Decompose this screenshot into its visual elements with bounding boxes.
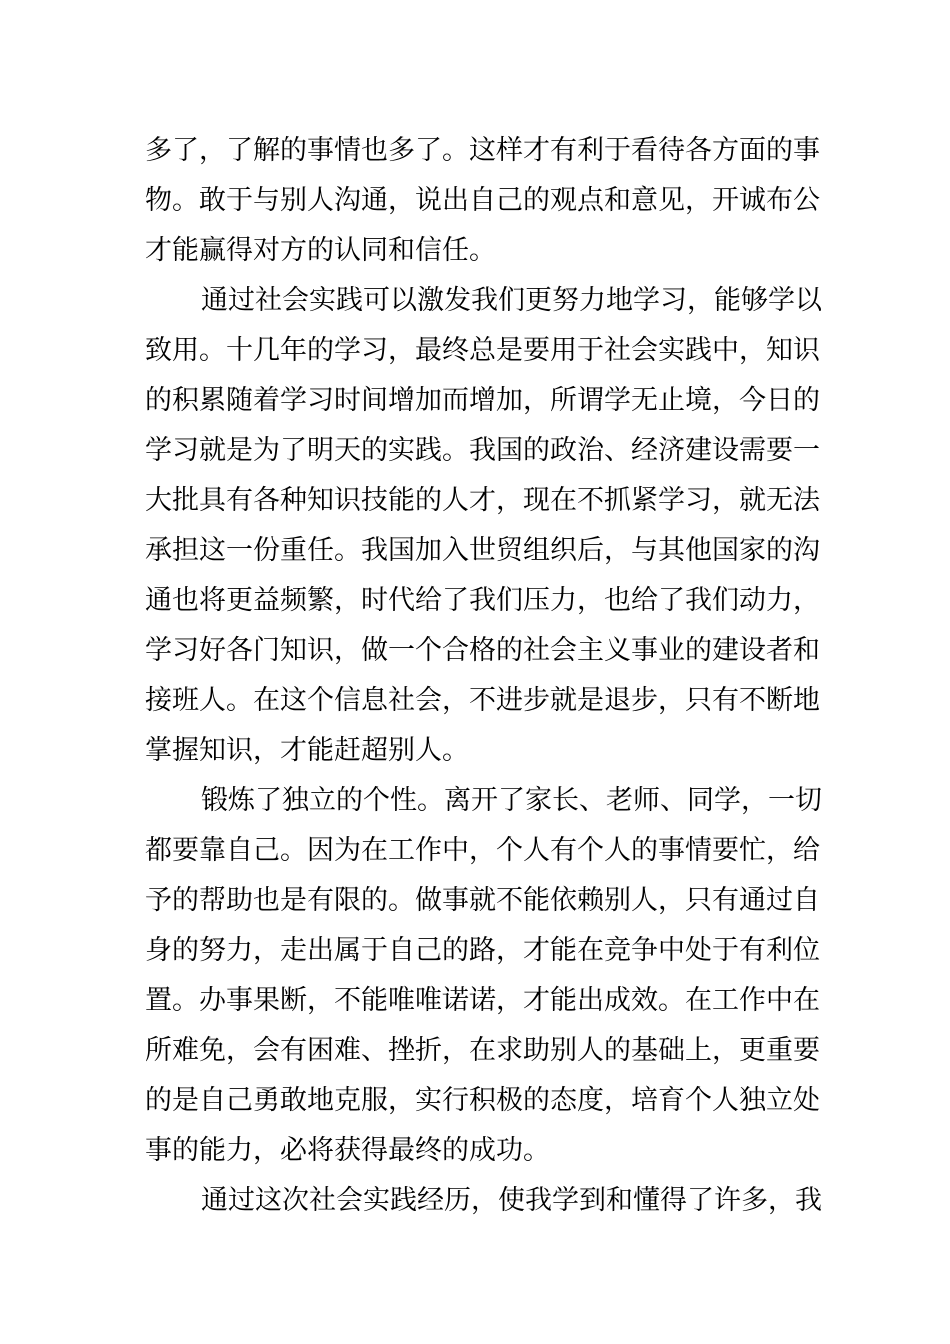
text-line: 都要靠自己。因为在工作中，个人有个人的事情要忙，给 bbox=[145, 835, 820, 866]
text-line: 物。敢于与别人沟通，说出自己的观点和意见，开诚布公 bbox=[145, 185, 820, 216]
text-line: 接班人。在这个信息社会，不进步就是退步，只有不断地 bbox=[145, 685, 820, 716]
text-line: 学习就是为了明天的实践。我国的政治、经济建设需要一 bbox=[145, 435, 820, 466]
text-line: 致用。十几年的学习，最终总是要用于社会实践中，知识 bbox=[145, 335, 820, 366]
text-line: 才能赢得对方的认同和信任。 bbox=[145, 235, 496, 266]
text-line: 的积累随着学习时间增加而增加，所谓学无止境，今日的 bbox=[145, 385, 820, 416]
text-line: 承担这一份重任。我国加入世贸组织后，与其他国家的沟 bbox=[145, 535, 820, 566]
text-line: 掌握知识，才能赶超别人。 bbox=[145, 735, 469, 766]
text-line: 事的能力，必将获得最终的成功。 bbox=[145, 1135, 550, 1166]
text-line: 予的帮助也是有限的。做事就不能依赖别人，只有通过自 bbox=[145, 885, 820, 916]
text-line: 多了，了解的事情也多了。这样才有利于看待各方面的事 bbox=[145, 135, 820, 166]
text-line: 置。办事果断，不能唯唯诺诺，才能出成效。在工作中在 bbox=[145, 985, 820, 1016]
text-line: 所难免，会有困难、挫折，在求助别人的基础上，更重要 bbox=[145, 1035, 820, 1066]
text-line: 学习好各门知识，做一个合格的社会主义事业的建设者和 bbox=[145, 635, 820, 666]
body-text bbox=[145, 126, 822, 1226]
text-line: 的是自己勇敢地克服，实行积极的态度，培育个人独立处 bbox=[145, 1085, 820, 1116]
text-line: 大批具有各种知识技能的人才，现在不抓紧学习，就无法 bbox=[145, 485, 820, 516]
paragraph-first-line: 锻炼了独立的个性。离开了家长、老师、同学，一切 bbox=[201, 785, 822, 816]
paragraph-first-line: 通过社会实践可以激发我们更努力地学习，能够学以 bbox=[201, 285, 822, 316]
paragraph-first-line: 通过这次社会实践经历，使我学到和懂得了许多，我 bbox=[201, 1185, 822, 1216]
text-line: 身的努力，走出属于自己的路，才能在竞争中处于有利位 bbox=[145, 935, 820, 966]
text-line: 通也将更益频繁，时代给了我们压力，也给了我们动力， bbox=[145, 585, 820, 616]
